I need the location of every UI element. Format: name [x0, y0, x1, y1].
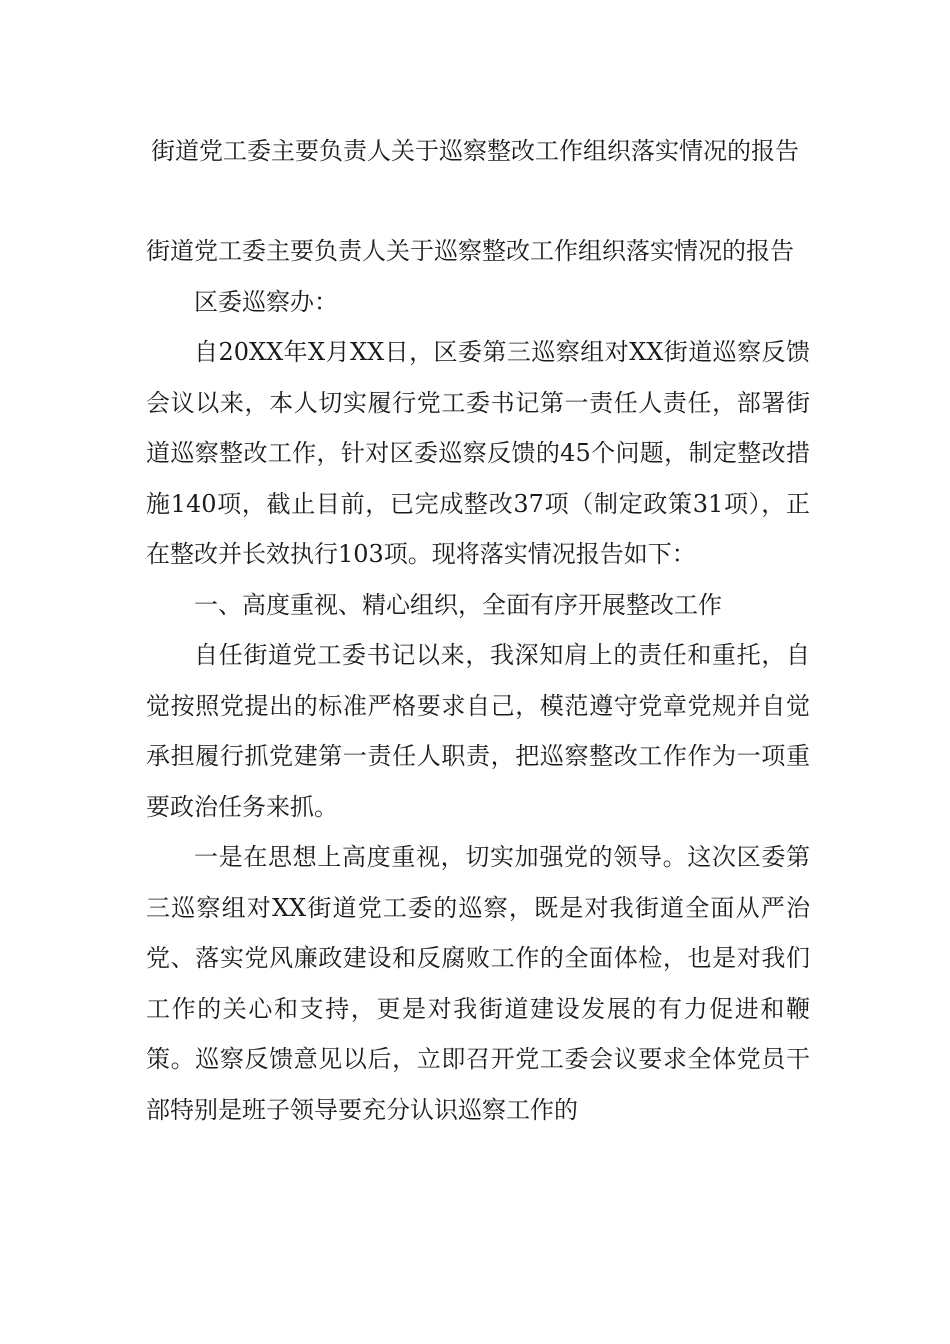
section-heading-1: 一、高度重视、精心组织，全面有序开展整改工作 [194, 590, 722, 619]
document-subtitle: 街道党工委主要负责人关于巡察整改工作组织落实情况的报告 [146, 237, 794, 265]
document-body [146, 226, 810, 1135]
document-title: 街道党工委主要负责人关于巡察整改工作组织落实情况的报告 [151, 137, 799, 165]
salutation: 区委巡察办： [194, 287, 338, 316]
paragraph-point-1: 一是在思想上高度重视，切实加强党的领导。这次区委第三巡察组对XX街道党工委的巡察，既是对我街道全面从严治党、落实党风廉政建设和反腐败工作的全面体检，也是对我们工作的关心和支持，更是对我街道建设发展的有力促进和鞭策。巡察反馈意见以后，立即召开党工委会议要求全体党员干部特别是班子领导要充分认识巡察工作的 [146, 843, 810, 1124]
paragraph-responsibility: 自任街道党工委书记以来，我深知肩上的责任和重托，自觉按照党提出的标准严格要求自己，模范遵守党章党规并自觉承担履行抓党建第一责任人职责，把巡察整改工作作为一项重要政治任务来抓。 [146, 641, 810, 821]
paragraph-intro: 自20XX年X月XX日，区委第三巡察组对XX街道巡察反馈会议以来，本人切实履行党工委书记第一责任人责任，部署街道巡察整改工作，针对区委巡察反馈的45个问题，制定整改措施140项，截止目前，已完成整改37项（制定政策31项），正在整改并长效执行103项。现将落实情况报告如下： [146, 338, 810, 568]
